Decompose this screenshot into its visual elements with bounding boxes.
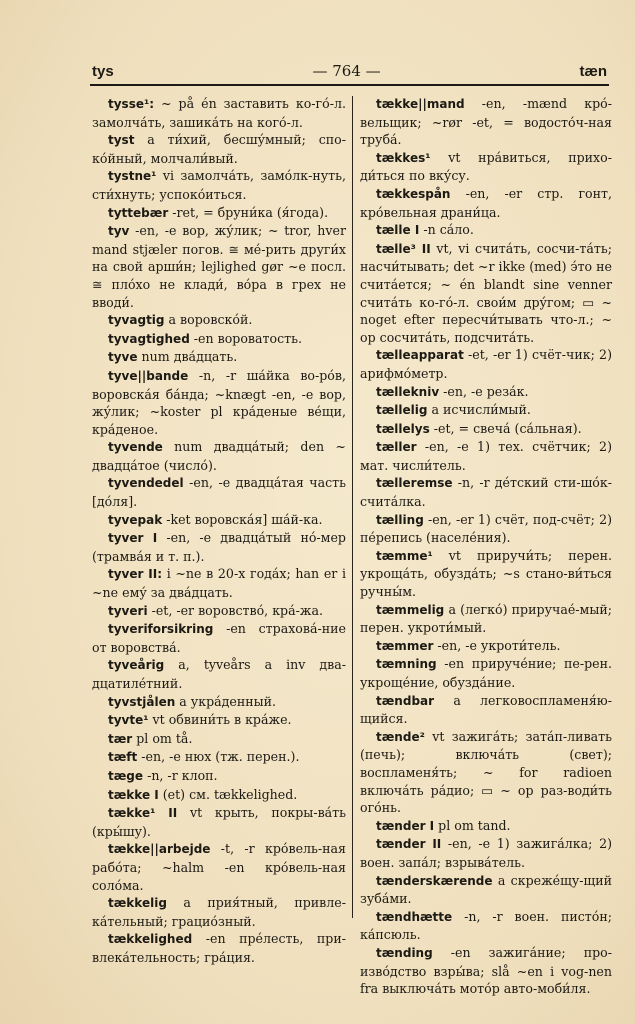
dictionary-entry — [92, 620, 346, 656]
entry-definition: a скреже́щу-щий зуба́ми. — [360, 872, 612, 907]
entry-definition: a, tyveårs a inv два-дцатиле́тний. — [92, 657, 346, 691]
dictionary-entry — [360, 872, 612, 908]
dictionary-entry — [360, 601, 612, 637]
dictionary-entry — [92, 511, 346, 530]
dictionary-entry — [360, 346, 612, 382]
dictionary-entry — [92, 565, 346, 601]
entry-definition: -n са́ло. — [423, 222, 474, 238]
entry-headword: tyst — [108, 133, 135, 148]
entry-headword: tæller — [376, 440, 417, 455]
entry-headword: tællelig — [376, 403, 428, 418]
entry-headword: tække I — [108, 787, 159, 802]
entry-definition: vt зажига́ть; зата́п-ливать (печь); включа́ть (свет); воспламеня́ть; ~ for radioen включа́ть ра́дио; ▭ ~ op раз-води́ть ого́нь. — [360, 728, 612, 816]
entry-headword: tyvepak — [108, 512, 163, 527]
entry-headword: tækkespån — [376, 186, 451, 201]
entry-definition: -en пре́лесть, при-влека́тельность; гра́ция. — [92, 931, 346, 965]
page-number: — 764 — — [312, 62, 381, 80]
entry-headword: tæmning — [376, 657, 437, 672]
entry-headword: tækkelighed — [108, 932, 193, 947]
entry-definition: -en, -e двадца́тый но́-мер (трамва́я и т. п.). — [92, 530, 346, 564]
dictionary-entry — [92, 330, 346, 349]
dictionary-entry — [360, 944, 612, 998]
entry-definition: a (легко́) приручае́-мый; перен. укроти́мый. — [360, 601, 612, 636]
dictionary-entry — [92, 474, 346, 510]
entry-definition: -et, -er 1) счёт-чик; 2) арифмо́метр. — [360, 347, 612, 381]
dictionary-entry — [92, 930, 346, 966]
entry-headword: tælle³ II — [376, 241, 431, 256]
dictionary-entry — [360, 474, 612, 510]
dictionary-entry — [92, 131, 346, 167]
dictionary-entry — [92, 529, 346, 565]
dictionary-entry — [360, 149, 612, 185]
entry-headword: tæmmer — [376, 638, 434, 653]
dictionary-entry — [92, 711, 346, 730]
dictionary-entry — [360, 547, 612, 601]
entry-definition: -n, -r ша́йка во-ро́в, воровска́я ба́нда; ~knægt -en, -e вор, жу́лик; ~koster pl кра́деные ве́щи, кра́деное. — [92, 367, 346, 437]
entry-definition: a ти́хий, бесшу́мный; спо-ко́йный, молчали́вый. — [92, 132, 346, 166]
entry-headword: tællelys — [376, 421, 430, 436]
header-rule — [90, 84, 609, 86]
entry-headword: tændhætte — [376, 909, 453, 924]
entry-headword: tyttebær — [108, 205, 169, 220]
page-header — [92, 62, 607, 84]
entry-headword: tækkes¹ — [376, 150, 431, 165]
entry-definition: pl om tå. — [136, 730, 193, 746]
dictionary-entry — [360, 728, 612, 817]
left-column — [92, 95, 346, 967]
entry-headword: tælle I — [376, 223, 420, 238]
entry-headword: tyveriforsikring — [108, 622, 214, 637]
entry-definition: -en, -e укроти́тель. — [437, 637, 561, 653]
entry-headword: tyve — [108, 350, 138, 365]
entry-definition: -n, -r де́тский сти-шо́к-счита́лка. — [360, 475, 612, 510]
dictionary-entry — [360, 637, 612, 656]
entry-headword: tyver II: — [108, 567, 163, 582]
entry-definition: vt приручи́ть; перен. укроща́ть, обузда́ть; ~s стано-ви́ться ручны́м. — [360, 547, 612, 600]
entry-definition: -en, -e вор, жу́лик; ~ tror, hver mand stjæler погов. ≅ ме́-рить други́х на свой арши́н; lejlighed gør ~e посл. ≅ пло́хо не клади́, во́ра в грех не вводи́. — [92, 223, 346, 310]
entry-headword: tyver I — [108, 531, 158, 546]
dictionary-entry — [92, 438, 346, 474]
entry-definition: -ret, = бруни́ка (я́года). — [172, 204, 329, 220]
dictionary-entry — [360, 221, 612, 240]
entry-headword: tyvagtig — [108, 313, 165, 328]
entry-definition: a воровско́й. — [168, 312, 253, 328]
entry-headword: tæmmelig — [376, 602, 445, 617]
dictionary-entry — [92, 894, 346, 930]
entry-headword: tær — [108, 731, 133, 746]
entry-headword: tælleapparat — [376, 348, 464, 363]
entry-headword: tyvagtighed — [108, 331, 190, 346]
entry-headword: tysse¹: — [108, 97, 155, 111]
dictionary-entry — [92, 840, 346, 894]
dictionary-entry — [360, 420, 612, 439]
entry-definition: -en зажига́ние; про-изво́дство взры́ва; slå ~en i vog-nen fra выключа́ть мото́р авто-моби́ля. — [360, 944, 612, 997]
dictionary-entry — [360, 835, 612, 871]
dictionary-entry — [92, 348, 346, 367]
dictionary-entry — [360, 95, 612, 149]
entry-headword: tænderskærende — [376, 873, 493, 888]
entry-definition: vt, vi счита́ть, сосчи-та́ть; насчи́тывать; det ~r ikke (med) э́то не счита́ется; ~ én blandt sine venner счита́ть ко-го́-л. свои́м дру́гом; ▭ ~ noget efter пересчи́тывать что-л.; ~ op сосчита́ть, подсчита́ть. — [360, 240, 612, 345]
dictionary-entry — [92, 748, 346, 767]
entry-definition: i ~ne в 20-х года́х; han er i ~ne ему́ за два́дцать. — [92, 566, 346, 601]
entry-headword: tænder II — [376, 837, 442, 852]
entry-definition: -en, -er стр. гонт, кро́вельная драни́ца. — [360, 185, 612, 220]
dictionary-entry — [92, 656, 346, 692]
dictionary-entry — [360, 240, 612, 347]
entry-headword: tænder I — [376, 818, 435, 833]
dictionary-entry — [360, 438, 612, 474]
dictionary-entry — [92, 311, 346, 330]
entry-definition: vt крыть, покры-ва́ть (кры́шу). — [92, 805, 347, 839]
entry-headword: tælleremse — [376, 476, 453, 491]
dictionary-entry — [92, 204, 346, 223]
column-divider — [352, 96, 353, 918]
entry-definition: a укра́денный. — [179, 693, 277, 709]
entry-definition: -ket воровска́я] ша́й-ка. — [166, 511, 323, 527]
entry-headword: tyvendedel — [108, 476, 184, 491]
entry-headword: tyvstjålen — [108, 694, 176, 709]
entry-headword: tæge — [108, 768, 144, 783]
entry-definition: -en, -e реза́к. — [443, 383, 529, 399]
entry-definition: vt обвини́ть в кра́же. — [152, 712, 292, 728]
entry-headword: tænde² — [376, 729, 425, 744]
entry-definition: -en, -e 1) тех. счётчик; 2) мат. числи́тель. — [360, 439, 612, 473]
entry-headword: tyveårig — [108, 658, 165, 673]
entry-headword: tække¹ II — [108, 806, 178, 821]
entry-headword: tænding — [376, 945, 433, 960]
dictionary-entry — [360, 401, 612, 420]
entry-headword: tælling — [376, 512, 424, 527]
dictionary-entry — [92, 95, 346, 131]
entry-definition: pl om tand. — [438, 817, 511, 833]
dictionary-entry — [92, 730, 346, 749]
entry-definition: -t, -r кро́вель-ная рабо́та; ~halm -en кро́вель-ная соло́ма. — [92, 841, 346, 893]
right-guide-word: tæn — [579, 63, 607, 80]
dictionary-entry — [360, 655, 612, 691]
entry-definition: a исчисли́мый. — [431, 402, 531, 418]
entry-headword: tyve||bande — [108, 368, 189, 383]
entry-definition: -n, -r клоп. — [147, 767, 218, 783]
dictionary-entry — [92, 767, 346, 786]
entry-headword: tække||arbejde — [108, 842, 211, 857]
dictionary-entry — [92, 167, 346, 203]
dictionary-entry — [360, 908, 612, 944]
dictionary-entry — [360, 185, 612, 221]
entry-headword: tællekniv — [376, 384, 440, 399]
entry-definition: ~ på én заставить ко-го́-л. замолча́ть, зашика́ть на кого́-л. — [92, 96, 346, 130]
dictionary-entry — [360, 817, 612, 836]
left-guide-word: tys — [92, 63, 114, 80]
entry-definition: vi замолча́ть, замо́лк-нуть, сти́хнуть; успоко́иться. — [92, 168, 346, 202]
entry-definition: num двадца́тый; den ~ двадца́тое (число́). — [92, 439, 346, 473]
entry-definition: -en, -e 1) зажига́лка; 2) воен. запа́л; взрыва́тель. — [360, 836, 612, 870]
entry-headword: tække||mand — [376, 97, 465, 111]
entry-definition: -en страхова́-ние от воровства́. — [92, 621, 346, 655]
entry-headword: tæmme¹ — [376, 548, 433, 563]
dictionary-entry — [92, 693, 346, 712]
dictionary-entry — [92, 367, 346, 438]
entry-headword: tækkelig — [108, 896, 167, 911]
entry-definition: -et, = свеча́ (са́льная). — [433, 420, 582, 436]
entry-headword: tyvte¹ — [108, 713, 149, 728]
entry-headword: tændbar — [376, 693, 435, 708]
entry-definition: -et, -er воровство́, кра́-жа. — [151, 602, 323, 618]
entry-definition: -en, -er 1) счёт, под-счёт; 2) пе́репись (населе́ния). — [360, 511, 612, 546]
dictionary-entry — [92, 222, 346, 311]
entry-definition: -en, -e двадца́тая часть [до́ля]. — [92, 475, 346, 510]
entry-definition: -en, -mænd кро́-вельщик; ~rør -et, = водосто́ч-ная труба́. — [360, 96, 612, 148]
entry-definition: -en, -e нюх (тж. перен.). — [141, 749, 300, 765]
entry-headword: tyv — [108, 224, 130, 239]
entry-definition: -en вороватость. — [193, 330, 302, 346]
entry-definition: -n, -r воен. писто́н; ка́псюль. — [360, 908, 612, 943]
dictionary-entry — [360, 511, 612, 547]
entry-definition: num два́дцать. — [141, 349, 238, 365]
dictionary-entry — [92, 804, 346, 840]
entry-headword: tæft — [108, 750, 138, 765]
entry-headword: tyvende — [108, 440, 163, 455]
entry-definition: a легковоспламеня́ю-щийся. — [360, 692, 612, 727]
right-column — [360, 95, 612, 998]
entry-headword: tyveri — [108, 603, 148, 618]
entry-definition: -en прируче́ние; пе-рен. укроще́ние, обузда́ние. — [360, 656, 612, 690]
entry-definition: a прия́тный, привле-ка́тельный; грацио́зный. — [92, 895, 346, 929]
dictionary-entry — [92, 786, 346, 805]
dictionary-entry — [360, 383, 612, 402]
dictionary-entry — [92, 602, 346, 621]
entry-headword: tystne¹ — [108, 169, 157, 184]
entry-definition: (et) см. tækkelighed. — [162, 786, 298, 802]
dictionary-entry — [360, 692, 612, 728]
entry-definition: vt нра́виться, прихо-ди́ться по вку́су. — [360, 149, 612, 184]
